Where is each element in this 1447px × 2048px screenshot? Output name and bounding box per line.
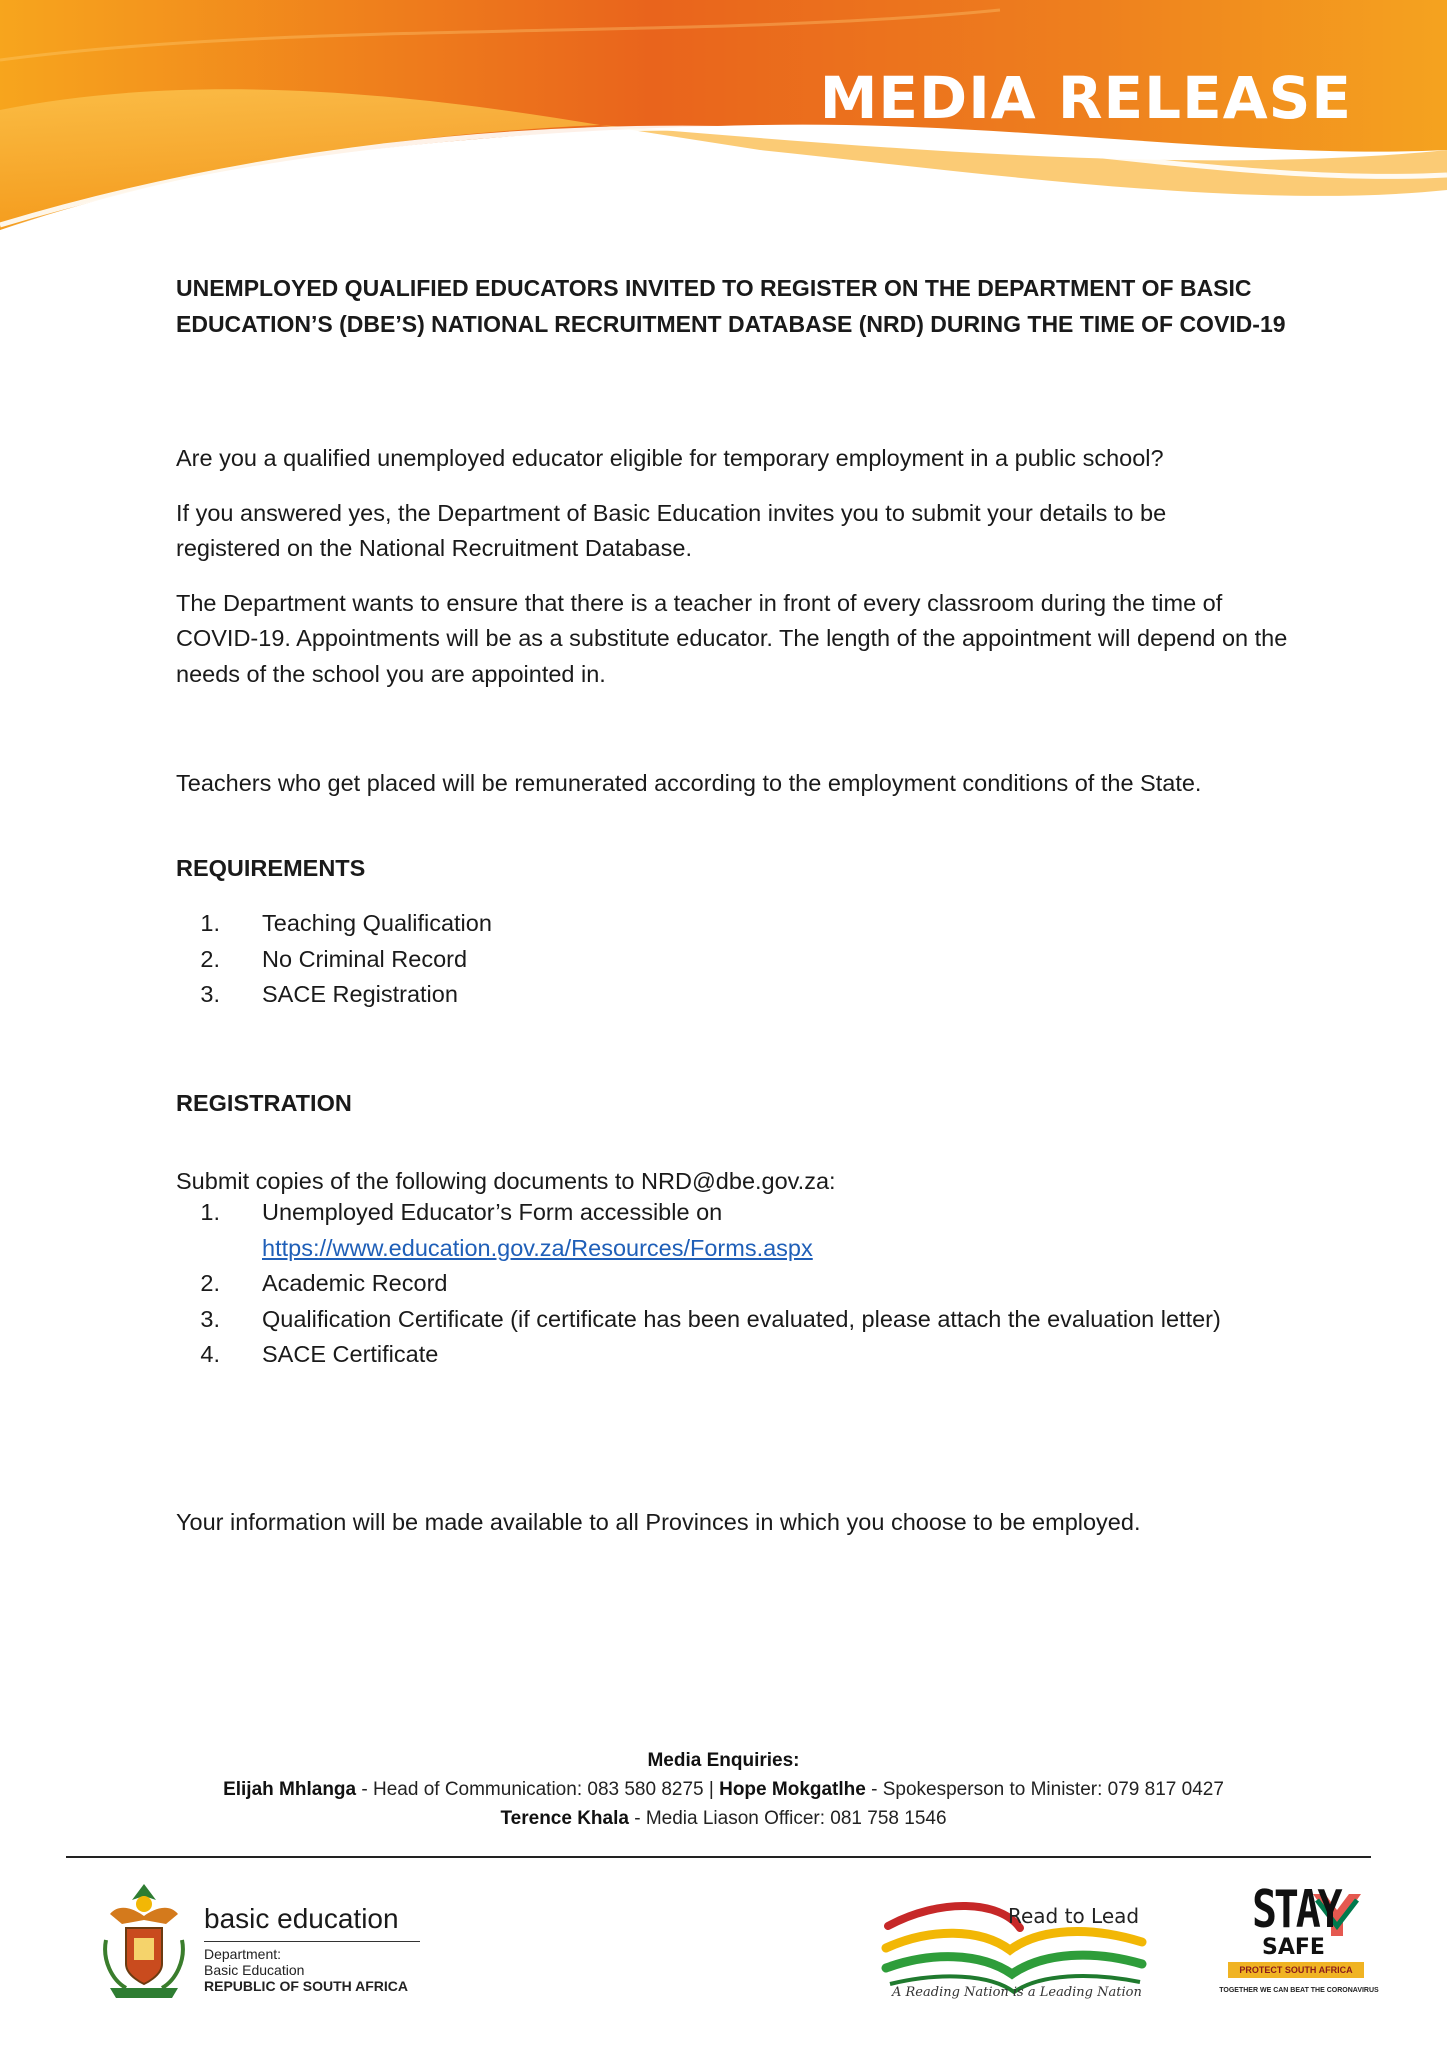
list-text (262, 1195, 1236, 1266)
enquiries-line-2 (0, 1804, 1447, 1833)
read-to-lead-tagline: A Reading Nation is a Leading Nation (892, 1985, 1142, 2000)
enquiries-heading: Media Enquiries: (647, 1750, 800, 1771)
coat-of-arms-icon (96, 1880, 192, 2004)
list-number: 3. (200, 981, 220, 1007)
list-text: Academic Record (262, 1270, 448, 1296)
read-to-lead-title: Read to Lead (1008, 1904, 1140, 1928)
list-number: 1. (200, 910, 220, 936)
list-text: SACE Registration (262, 981, 458, 1007)
dept-line: Department: (204, 1946, 282, 1962)
list-item (176, 906, 1296, 942)
requirements-heading: REQUIREMENTS (176, 855, 366, 881)
list-item (176, 977, 1296, 1013)
safe-label: SAFE (1262, 1935, 1325, 1960)
list-number: 3. (200, 1305, 220, 1332)
headline (176, 271, 1296, 342)
registration-heading: REGISTRATION (176, 1090, 352, 1116)
stay-label: STAY (1252, 1880, 1340, 1940)
list-text: Teaching Qualification (262, 910, 492, 936)
dept-line: REPUBLIC OF SOUTH AFRICA (204, 1978, 409, 1994)
list-number: 4. (200, 1341, 220, 1367)
remuneration-paragraph: Teachers who get placed will be remunerated according to the employment conditions of the State. (176, 769, 1202, 796)
registration-intro: Submit copies of the following documents to NRD@dbe.gov.za: (176, 1167, 836, 1194)
dept-subtitle (204, 1946, 408, 1994)
footer-divider (66, 1856, 1371, 1858)
provinces-note: Your information will be made available to all Provinces in which you choose to be employed. (176, 1508, 1141, 1535)
dept-divider (204, 1941, 420, 1942)
intro-answer: If you answered yes, the Department of Basic Education invites you to submit your details to be registered on the National Recruitment Database. (176, 499, 1167, 561)
requirements-list (176, 906, 1296, 1013)
intro-question: Are you a qualified unemployed educator eligible for temporary employment in a public school? (176, 444, 1164, 471)
list-number: 2. (200, 945, 220, 972)
contact-name: Terence Khala (500, 1808, 629, 1829)
list-item (176, 942, 1296, 978)
enquiries-line-1 (0, 1775, 1447, 1804)
intro-purpose: The Department wants to ensure that there is a teacher in front of every classroom during the time of COVID-19. Appointments will be as a substitute educator. The length of the appointment will depend on the needs of the school you are appointed in. (176, 589, 1288, 687)
together-tagline: TOGETHER WE CAN BEAT THE CORONAVIRUS (1219, 1987, 1379, 1994)
list-text: SACE Certificate (262, 1341, 439, 1367)
contact-name: Elijah Mhlanga (223, 1779, 357, 1800)
contact-name: Hope Mokgatlhe (719, 1779, 866, 1800)
dept-line: Basic Education (204, 1962, 305, 1978)
media-enquiries (0, 1746, 1447, 1833)
headline-line-2: EDUCATION’S (DBE’S) NATIONAL RECRUITMENT DATABASE (NRD) DURING THE TIME OF COVID-19 (176, 310, 1286, 337)
forms-link[interactable]: https://www.education.gov.za/Resources/Forms.aspx (262, 1234, 813, 1261)
list-item (176, 1302, 1236, 1338)
list-text: No Criminal Record (262, 945, 468, 972)
contact-role: - Media Liason Officer: 081 758 1546 (628, 1808, 947, 1829)
list-number: 2. (200, 1270, 220, 1296)
headline-line-1: UNEMPLOYED QUALIFIED EDUCATORS INVITED TO REGISTER ON THE DEPARTMENT OF BASIC (176, 275, 1252, 301)
contact-role: - Spokesperson to Minister: 079 817 0427 (865, 1779, 1224, 1800)
protect-sa-bar: PROTECT SOUTH AFRICA (1228, 1962, 1364, 1978)
form-text: Unemployed Educator’s Form accessible on (262, 1199, 723, 1225)
list-number: 1. (200, 1199, 220, 1225)
list-item (176, 1266, 1236, 1302)
list-text: Qualification Certificate (if certificate has been evaluated, please attach the evaluation letter) (262, 1305, 1221, 1332)
list-item (176, 1195, 1236, 1266)
list-item (176, 1337, 1236, 1373)
registration-list (176, 1195, 1236, 1373)
contact-role: - Head of Communication: 083 580 8275 | (356, 1779, 720, 1800)
banner-title: MEDIA RELEASE (819, 64, 1352, 132)
dept-name: basic education (204, 1903, 399, 1934)
